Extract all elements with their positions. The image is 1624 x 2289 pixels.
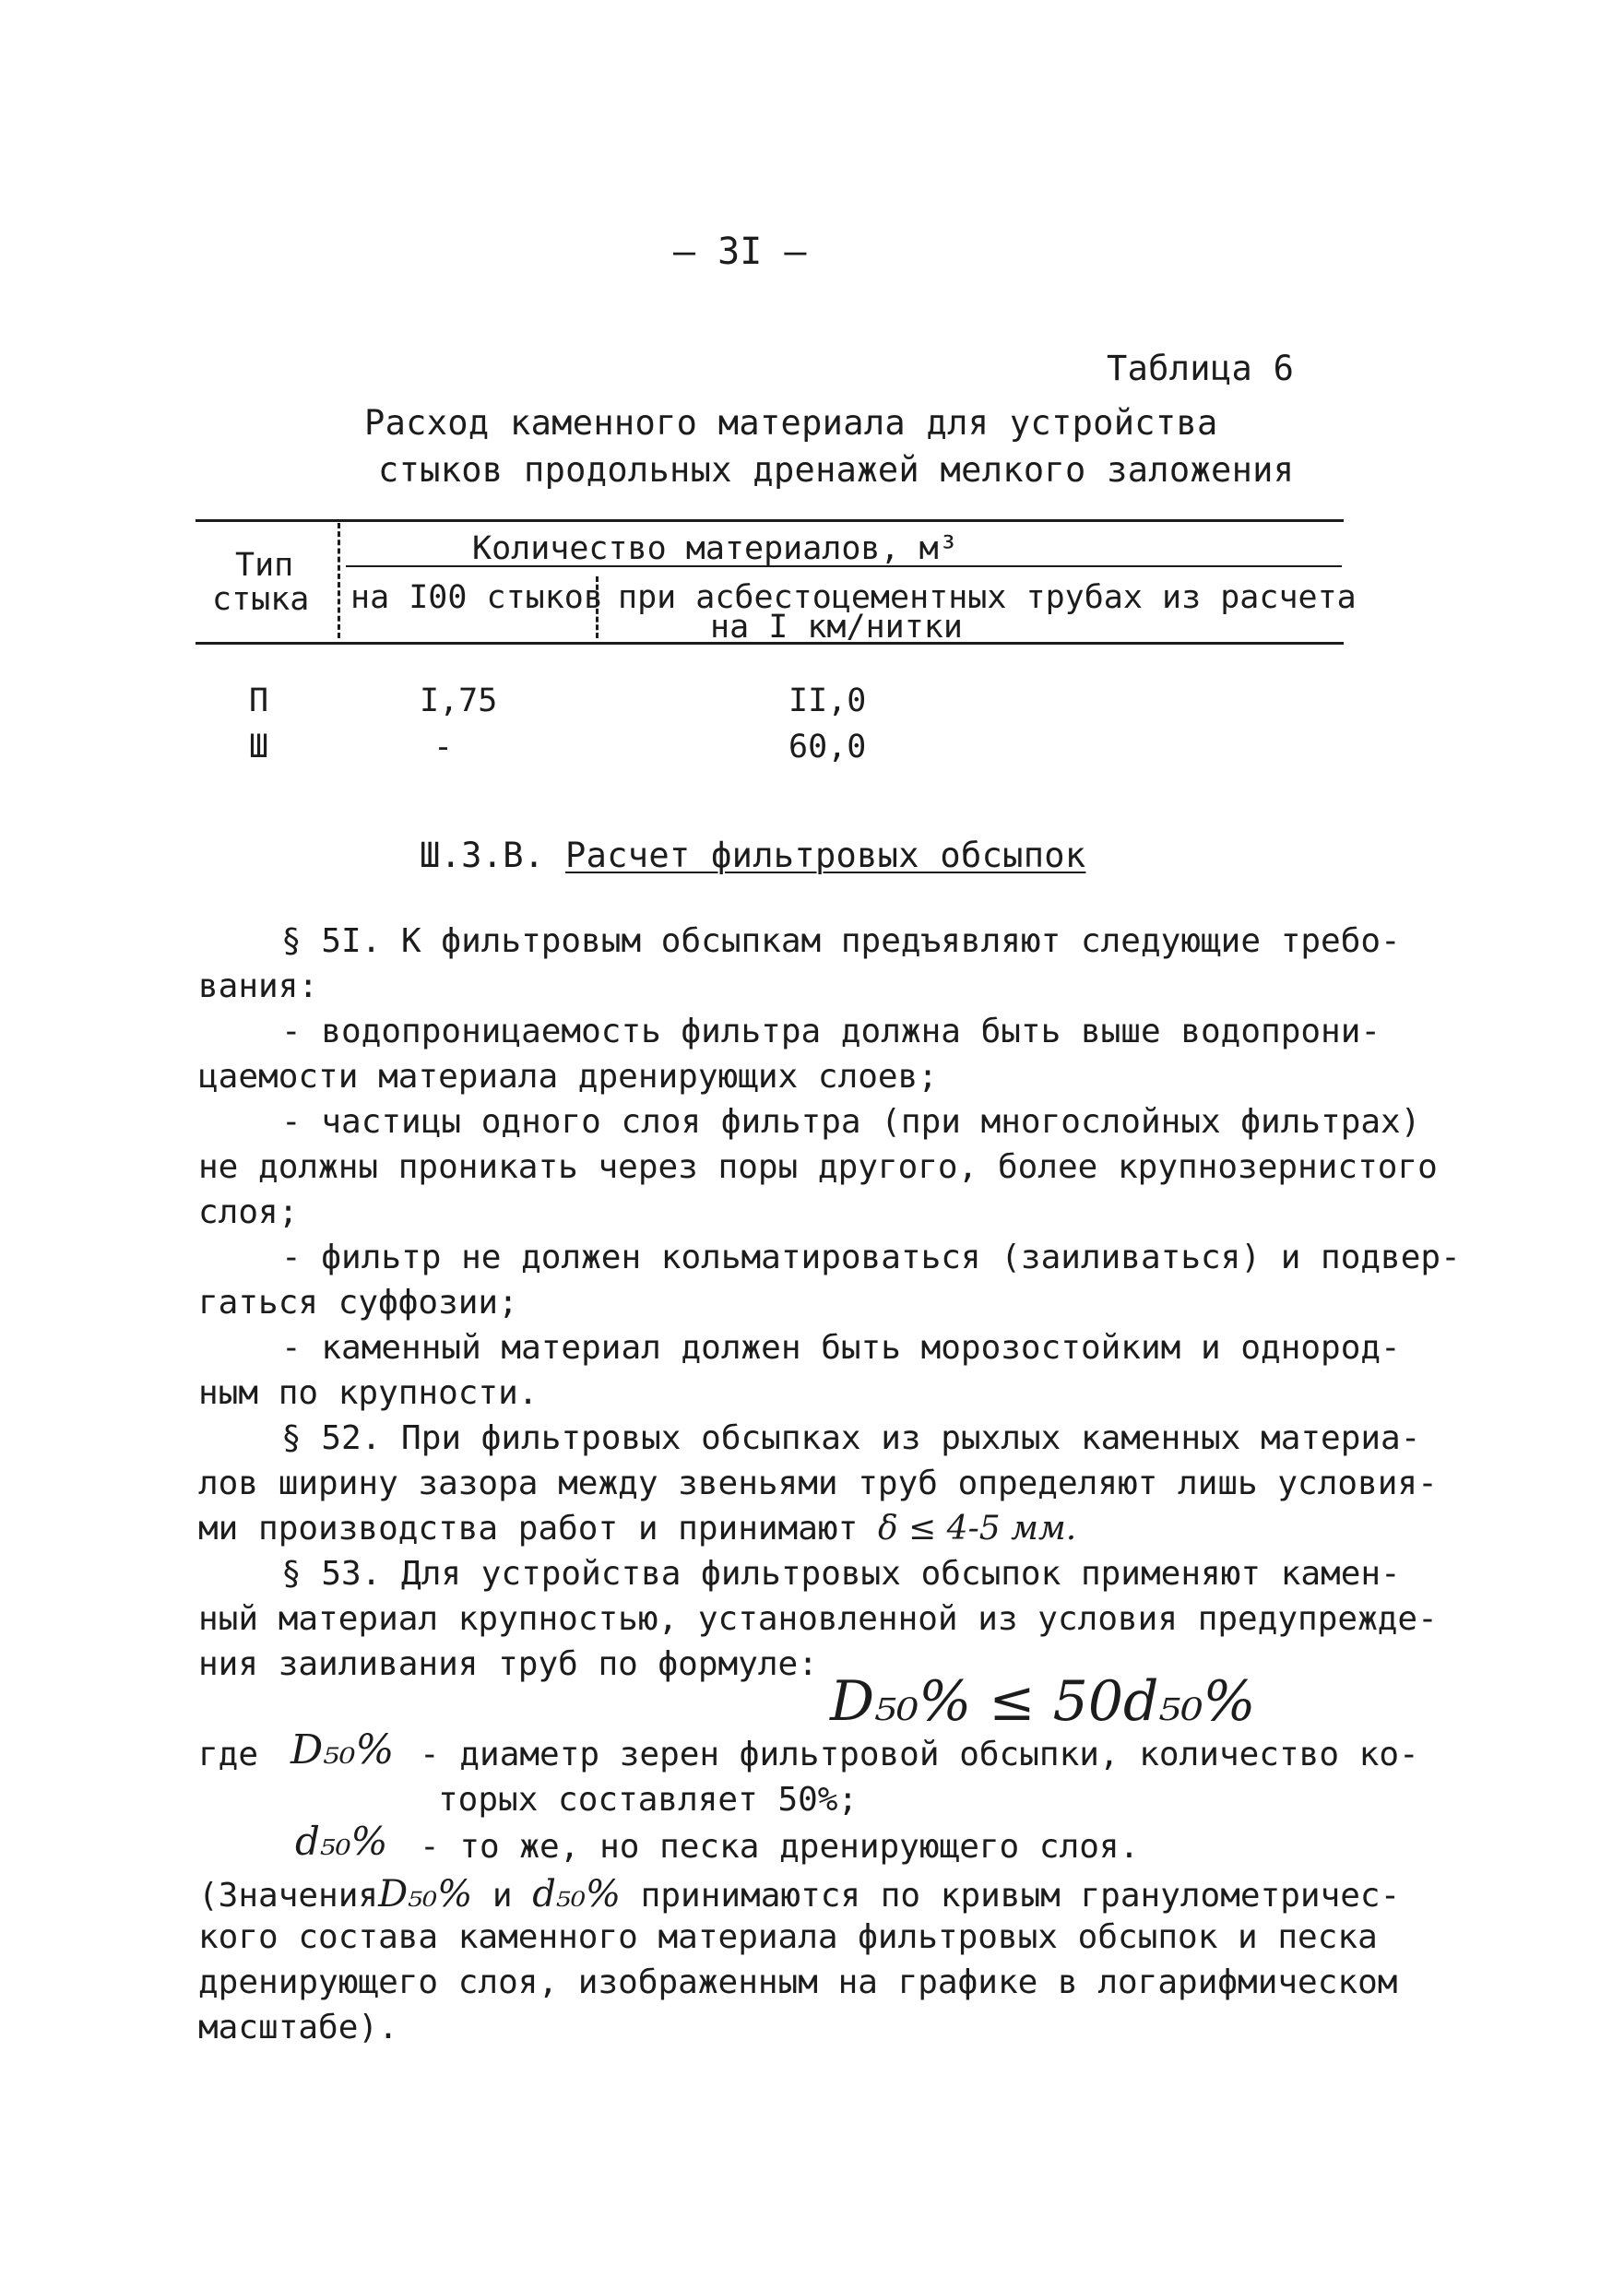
text-line: не должны проникать через поры другого, более крупнозернистого bbox=[198, 1148, 1438, 1186]
def-D-text-2: торых составляет 50%; bbox=[438, 1781, 859, 1819]
header-type-line-2: стыка bbox=[212, 581, 310, 618]
text-line: § 53. Для устройства фильтровых обсыпок применяют камен- bbox=[281, 1555, 1401, 1593]
header-quantity: Количество материалов, м³ bbox=[472, 530, 958, 567]
row-2-per-km: 60,0 bbox=[788, 729, 867, 765]
header-per-km-line-2: на I км/нитки bbox=[710, 609, 963, 646]
table-label: Таблица 6 bbox=[1107, 349, 1295, 388]
section-number: Ш.3.В. bbox=[420, 836, 545, 875]
page-number: — 3I — bbox=[673, 231, 807, 273]
header-per-100: на I00 стыков bbox=[350, 579, 603, 616]
text-line: ный материал крупностью, установленной из условия предупрежде- bbox=[198, 1600, 1438, 1638]
row-2-type: Ш bbox=[249, 729, 269, 765]
text-line: вания: bbox=[198, 967, 319, 1005]
main-formula: D₅₀% ≤ 50d₅₀% bbox=[830, 1669, 1256, 1734]
header-per-km-line-1: при асбестоцементных трубах из расчета bbox=[618, 579, 1357, 616]
def-d-symbol: d₅₀% bbox=[295, 1819, 388, 1864]
where-word: где bbox=[198, 1736, 259, 1773]
row-1-per-100: I,75 bbox=[420, 682, 498, 719]
note-line: масштабе). bbox=[198, 2009, 398, 2046]
text-line: § 52. При фильтровых обсыпках из рыхлых каменных материа- bbox=[281, 1419, 1421, 1457]
header-type-line-1: Тип bbox=[235, 547, 294, 584]
text-line: - частицы одного слоя фильтра (при многослойных фильтрах) bbox=[281, 1103, 1421, 1141]
text-line: ным по крупности. bbox=[198, 1374, 539, 1412]
note-line-1 bbox=[198, 1873, 1400, 1915]
table-caption-line-1: Расход каменного материала для устройства bbox=[364, 403, 1218, 443]
note-line: кого состава каменного материала фильтровых обсыпок и песка bbox=[198, 1918, 1378, 1956]
row-2-per-100: - bbox=[433, 729, 454, 765]
text-line: - каменный материал должен быть морозостойким и однород- bbox=[281, 1329, 1401, 1367]
text-line: слоя; bbox=[198, 1193, 299, 1231]
text-line: лов ширину зазора между звеньями труб определяют лишь условия- bbox=[198, 1465, 1438, 1502]
note-D-symbol: D₅₀% bbox=[378, 1873, 473, 1915]
text-line: цаемости материала дренирующих слоев; bbox=[198, 1058, 938, 1096]
text-line: § 5I. К фильтровым обсыпкам предъявляют следующие требо- bbox=[281, 922, 1401, 960]
note-d-symbol: d₅₀% bbox=[532, 1873, 621, 1915]
text-line: - водопроницаемость фильтра должна быть выше водопрони- bbox=[281, 1013, 1381, 1050]
table-caption-line-2: стыков продольных дренажей мелкого заложения bbox=[378, 450, 1295, 490]
text-segment: ми производства работ и принимают bbox=[198, 1510, 859, 1548]
table-col-divider-1 bbox=[338, 523, 340, 638]
row-1-per-km: II,0 bbox=[788, 682, 867, 719]
section-heading bbox=[420, 836, 1085, 875]
note-suffix: принимаются по кривым гранулометричес- bbox=[640, 1877, 1401, 1915]
note-line: дренирующего слоя, изображенным на графике в логарифмическом bbox=[198, 1963, 1398, 2001]
def-d-text: - то же, но песка дренирующего слоя. bbox=[420, 1828, 1140, 1866]
text-line: гаться суффозии; bbox=[198, 1284, 518, 1322]
def-D-text: - диаметр зерен фильтровой обсыпки, количество ко- bbox=[420, 1736, 1419, 1773]
def-D-symbol: D₅₀% bbox=[290, 1726, 395, 1773]
text-line bbox=[198, 1510, 1076, 1548]
row-1-type: П bbox=[249, 682, 269, 719]
gap-formula: δ ≤ 4-5 мм. bbox=[877, 1510, 1077, 1548]
section-title: Расчет фильтровых обсыпок bbox=[565, 836, 1086, 875]
text-line: - фильтр не должен кольматироваться (заиливаться) и подвер- bbox=[281, 1239, 1461, 1276]
note-prefix: (Значения bbox=[198, 1877, 379, 1915]
table-top-rule bbox=[196, 519, 1344, 522]
note-and: и bbox=[492, 1877, 513, 1915]
text-line: ния заиливания труб по формуле: bbox=[198, 1645, 818, 1683]
